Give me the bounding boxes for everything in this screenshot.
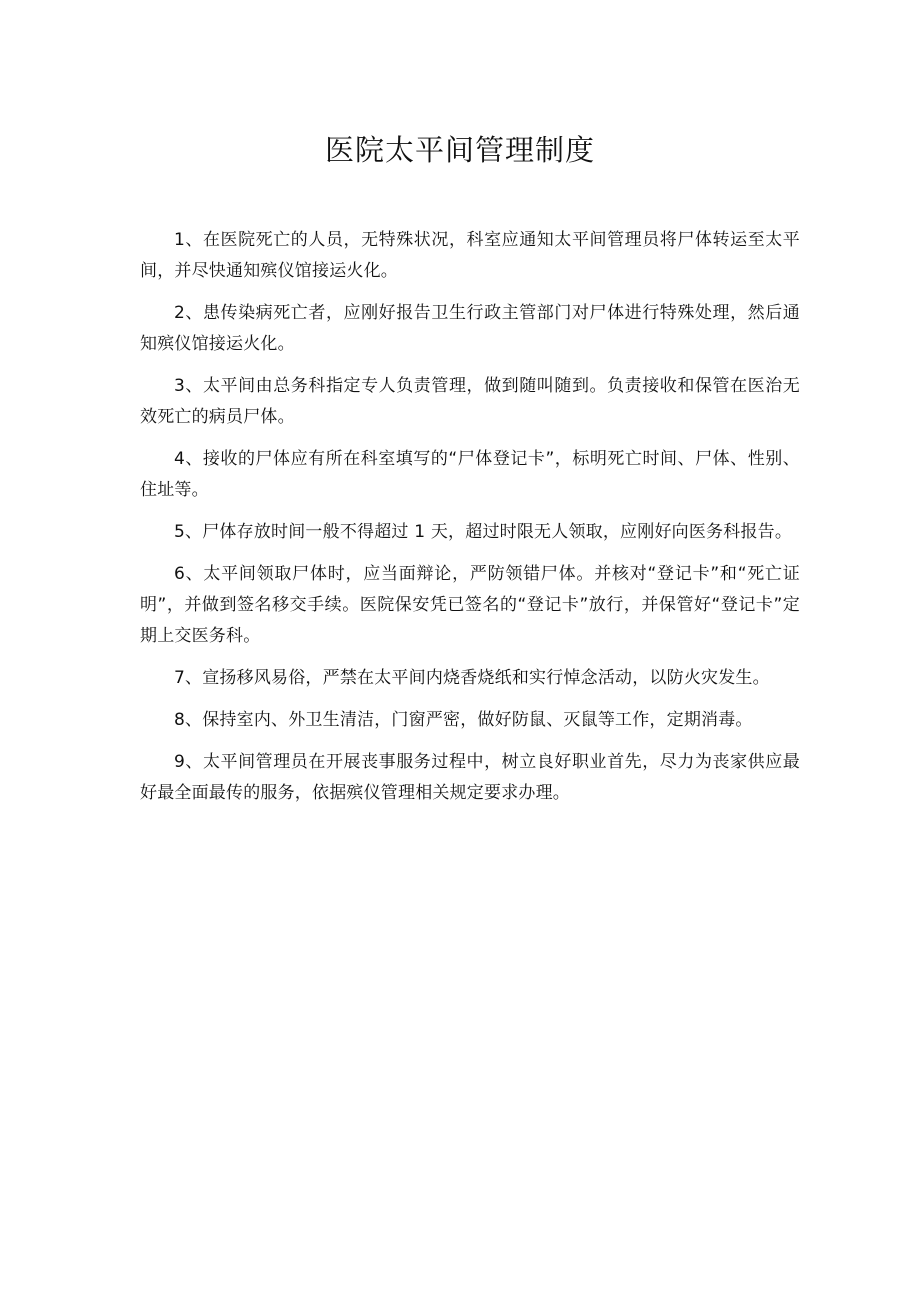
paragraph-3: 3、太平间由总务科指定专人负责管理，做到随叫随到。负责接收和保管在医治无效死亡的病员尸体。 — [140, 376, 800, 427]
paragraph-5: 5、尸体存放时间一般不得超过 1 天，超过时限无人领取，应刚好向医务科报告。 — [174, 522, 793, 542]
paragraph-4: 4、接收的尸体应有所在科室填写的“尸体登记卡”，标明死亡时间、尸体、性别、住址等。 — [140, 449, 800, 500]
document-body — [140, 225, 800, 820]
paragraph-9: 9、太平间管理员在开展丧事服务过程中，树立良好职业首先，尽力为丧家供应最好最全面最传的服务，依据殡仪管理相关规定要求办理。 — [140, 752, 800, 803]
paragraph-8: 8、保持室内、外卫生清洁，门窗严密，做好防鼠、灭鼠等工作，定期消毒。 — [174, 710, 753, 730]
paragraph-7: 7、宣扬移风易俗，严禁在太平间内烧香烧纸和实行悼念活动，以防火灾发生。 — [174, 668, 770, 688]
document-title: 医院太平间管理制度 — [324, 133, 595, 167]
paragraph-1: 1、在医院死亡的人员，无特殊状况，科室应通知太平间管理员将尸体转运至太平间，并尽快通知殡仪馆接运火化。 — [140, 230, 800, 281]
paragraph-2: 2、患传染病死亡者，应刚好报告卫生行政主管部门对尸体进行特殊处理，然后通知殡仪馆接运火化。 — [140, 303, 800, 354]
paragraph-6: 6、太平间领取尸体时，应当面辩论，严防领错尸体。并核对“登记卡”和“死亡证明”，并做到签名移交手续。医院保安凭已签名的“登记卡”放行，并保管好“登记卡”定期上交医务科。 — [140, 564, 800, 646]
